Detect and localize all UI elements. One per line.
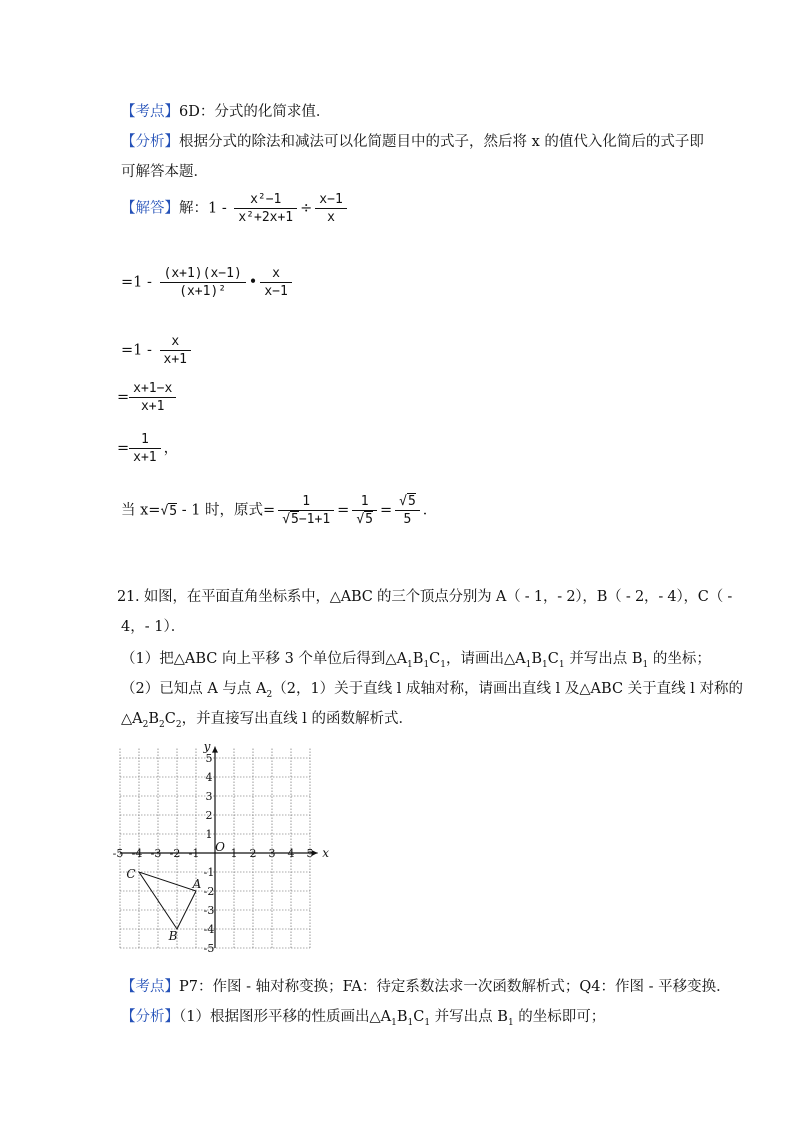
jieda-step-5 xyxy=(117,432,178,465)
kaodian-line-2 xyxy=(121,975,731,996)
jieda-step-6 xyxy=(121,494,437,527)
question-21-part-2: （2）已知点 A 与点 $A_2(2$，1）关于直线 l 成轴对称，请画出直线 l 及△ABC 关于直线 l 对称的 xyxy=(121,681,744,700)
equals: = xyxy=(379,502,393,519)
fraction: $\frac{√5}{5}$ xyxy=(395,494,420,527)
step-lead: = xyxy=(117,389,130,406)
fraction: $\frac{\text{x²−1}}{\text{x²+2x+1}}$ xyxy=(234,192,297,225)
triangle-outline xyxy=(139,872,196,929)
x-tick-label: -3 xyxy=(150,847,162,860)
x-tick-label: 4 xyxy=(287,847,295,860)
jieda-tag: 【解答】 xyxy=(121,200,179,217)
jieda-step-4 xyxy=(117,381,179,414)
x-tick-label: 2 xyxy=(249,847,257,860)
fraction: $\frac{x}{x+1}$ xyxy=(160,334,191,367)
y-tick-label: -1 xyxy=(203,866,215,879)
step-lead: = xyxy=(117,440,130,457)
sqrt-expr: √5 xyxy=(160,503,178,519)
y-tick-label: 5 xyxy=(205,752,213,765)
fenxi-text: 根据分式的除法和减法可以化简题目中的式子，然后将 x 的值代入化简后的式子即 xyxy=(179,134,704,150)
kaodian-line-1 xyxy=(121,100,330,121)
y-tick-label: 4 xyxy=(205,771,213,784)
tick-labels xyxy=(113,740,330,955)
jieda-step-3 xyxy=(121,334,194,367)
jieda-step-2 xyxy=(121,266,295,299)
fraction: $\frac{(x+1)(x-1)}{\text{(x+1)²}}$ xyxy=(160,266,246,299)
substitution-mid: - 1 时，原式= xyxy=(177,502,276,519)
vertex-a-label: A xyxy=(192,877,202,891)
kaodian-text: 6D：分式的化简求值． xyxy=(179,104,331,120)
y-tick-label: -5 xyxy=(203,942,215,955)
multiply-operator: • xyxy=(248,274,258,291)
y-tick-label: 2 xyxy=(205,809,213,822)
coordinate-graph xyxy=(112,730,348,956)
x-tick-label: -5 xyxy=(112,847,124,860)
question-21-part-2-cont: $\triangle A_2B_2C_2$，并直接写出直线 l 的函数解析式． xyxy=(121,711,413,730)
fenxi-text-cont: 可解答本题． xyxy=(121,164,208,180)
x-tick-label: 3 xyxy=(268,847,276,860)
origin-label: O xyxy=(215,840,225,854)
x-tick-label: 5 xyxy=(306,847,314,860)
kaodian-tag: 【考点】 xyxy=(121,979,179,995)
vertex-b-label: B xyxy=(168,929,178,943)
y-tick-label: 1 xyxy=(205,828,213,841)
fraction: $\frac{1}{√5-1+1}$ xyxy=(278,494,334,527)
step-lead: =1 - xyxy=(121,274,152,291)
fenxi-line-1 xyxy=(121,130,704,151)
fenxi-tag: 【分析】 xyxy=(121,1009,179,1025)
fraction: $\frac{x+1-x}{x+1}$ xyxy=(129,381,176,414)
jieda-lead: 解：1 - xyxy=(179,200,227,217)
fraction: $\frac{1}{x+1}$ xyxy=(129,432,160,465)
y-axis-label: y xyxy=(203,739,211,754)
fenxi-tag: 【分析】 xyxy=(121,134,179,150)
equals: = xyxy=(337,502,350,519)
fraction: $\frac{x-1}{x}$ xyxy=(315,192,346,225)
x-tick-label: 1 xyxy=(230,847,238,860)
y-axis-arrow xyxy=(212,747,218,753)
question-text: 21. 如图，在平面直角坐标系中，△ABC 的三个顶点分别为 A（ - 1，- 2），B（ - 2，- 4），C（ - xyxy=(117,589,733,605)
question-21-line-1 xyxy=(117,585,732,606)
vertex-c-label: C xyxy=(126,867,136,881)
x-tick-label: -2 xyxy=(169,847,181,860)
x-axis-label: x xyxy=(322,846,329,860)
divide-operator: ÷ xyxy=(300,200,313,217)
jieda-step-1 xyxy=(121,192,350,225)
fenxi-line-3: 【分析】（1）根据图形平移的性质画出$\triangle A_1B_1C_1$ 并写出点 $B_1$ 的坐标即可； xyxy=(121,1009,606,1028)
question-21-line-2 xyxy=(121,615,185,636)
kaodian-text: P7：作图 - 轴对称变换；FA：待定系数法求一次函数解析式；Q4：作图 - 平移变换． xyxy=(179,979,731,995)
kaodian-tag: 【考点】 xyxy=(121,104,179,120)
x-tick-label: -4 xyxy=(131,847,143,860)
y-tick-label: -3 xyxy=(203,904,215,917)
period: ． xyxy=(422,502,438,519)
fraction: $\frac{1}{√5}$ xyxy=(352,494,377,527)
y-tick-label: -4 xyxy=(203,923,215,936)
fenxi-line-2 xyxy=(121,160,208,181)
x-tick-label: -1 xyxy=(188,847,200,860)
substitution-lead: 当 x= xyxy=(121,502,161,519)
question-text: 4，- 1）． xyxy=(121,619,186,635)
y-tick-label: 3 xyxy=(205,790,213,803)
question-21-part-1: （1）把△ABC 向上平移 3 个单位后得到$\triangle A_1B_1C_1$，请画出$\triangle A_1B_1C_1$ 并写出点 $B_1$ 的坐标； xyxy=(121,651,711,670)
fraction: $\frac{x}{x-1}$ xyxy=(260,266,291,299)
triangle-abc xyxy=(139,872,196,929)
y-tick-label: -2 xyxy=(203,885,215,898)
comma: ， xyxy=(163,440,179,457)
step-lead: =1 - xyxy=(121,342,152,359)
